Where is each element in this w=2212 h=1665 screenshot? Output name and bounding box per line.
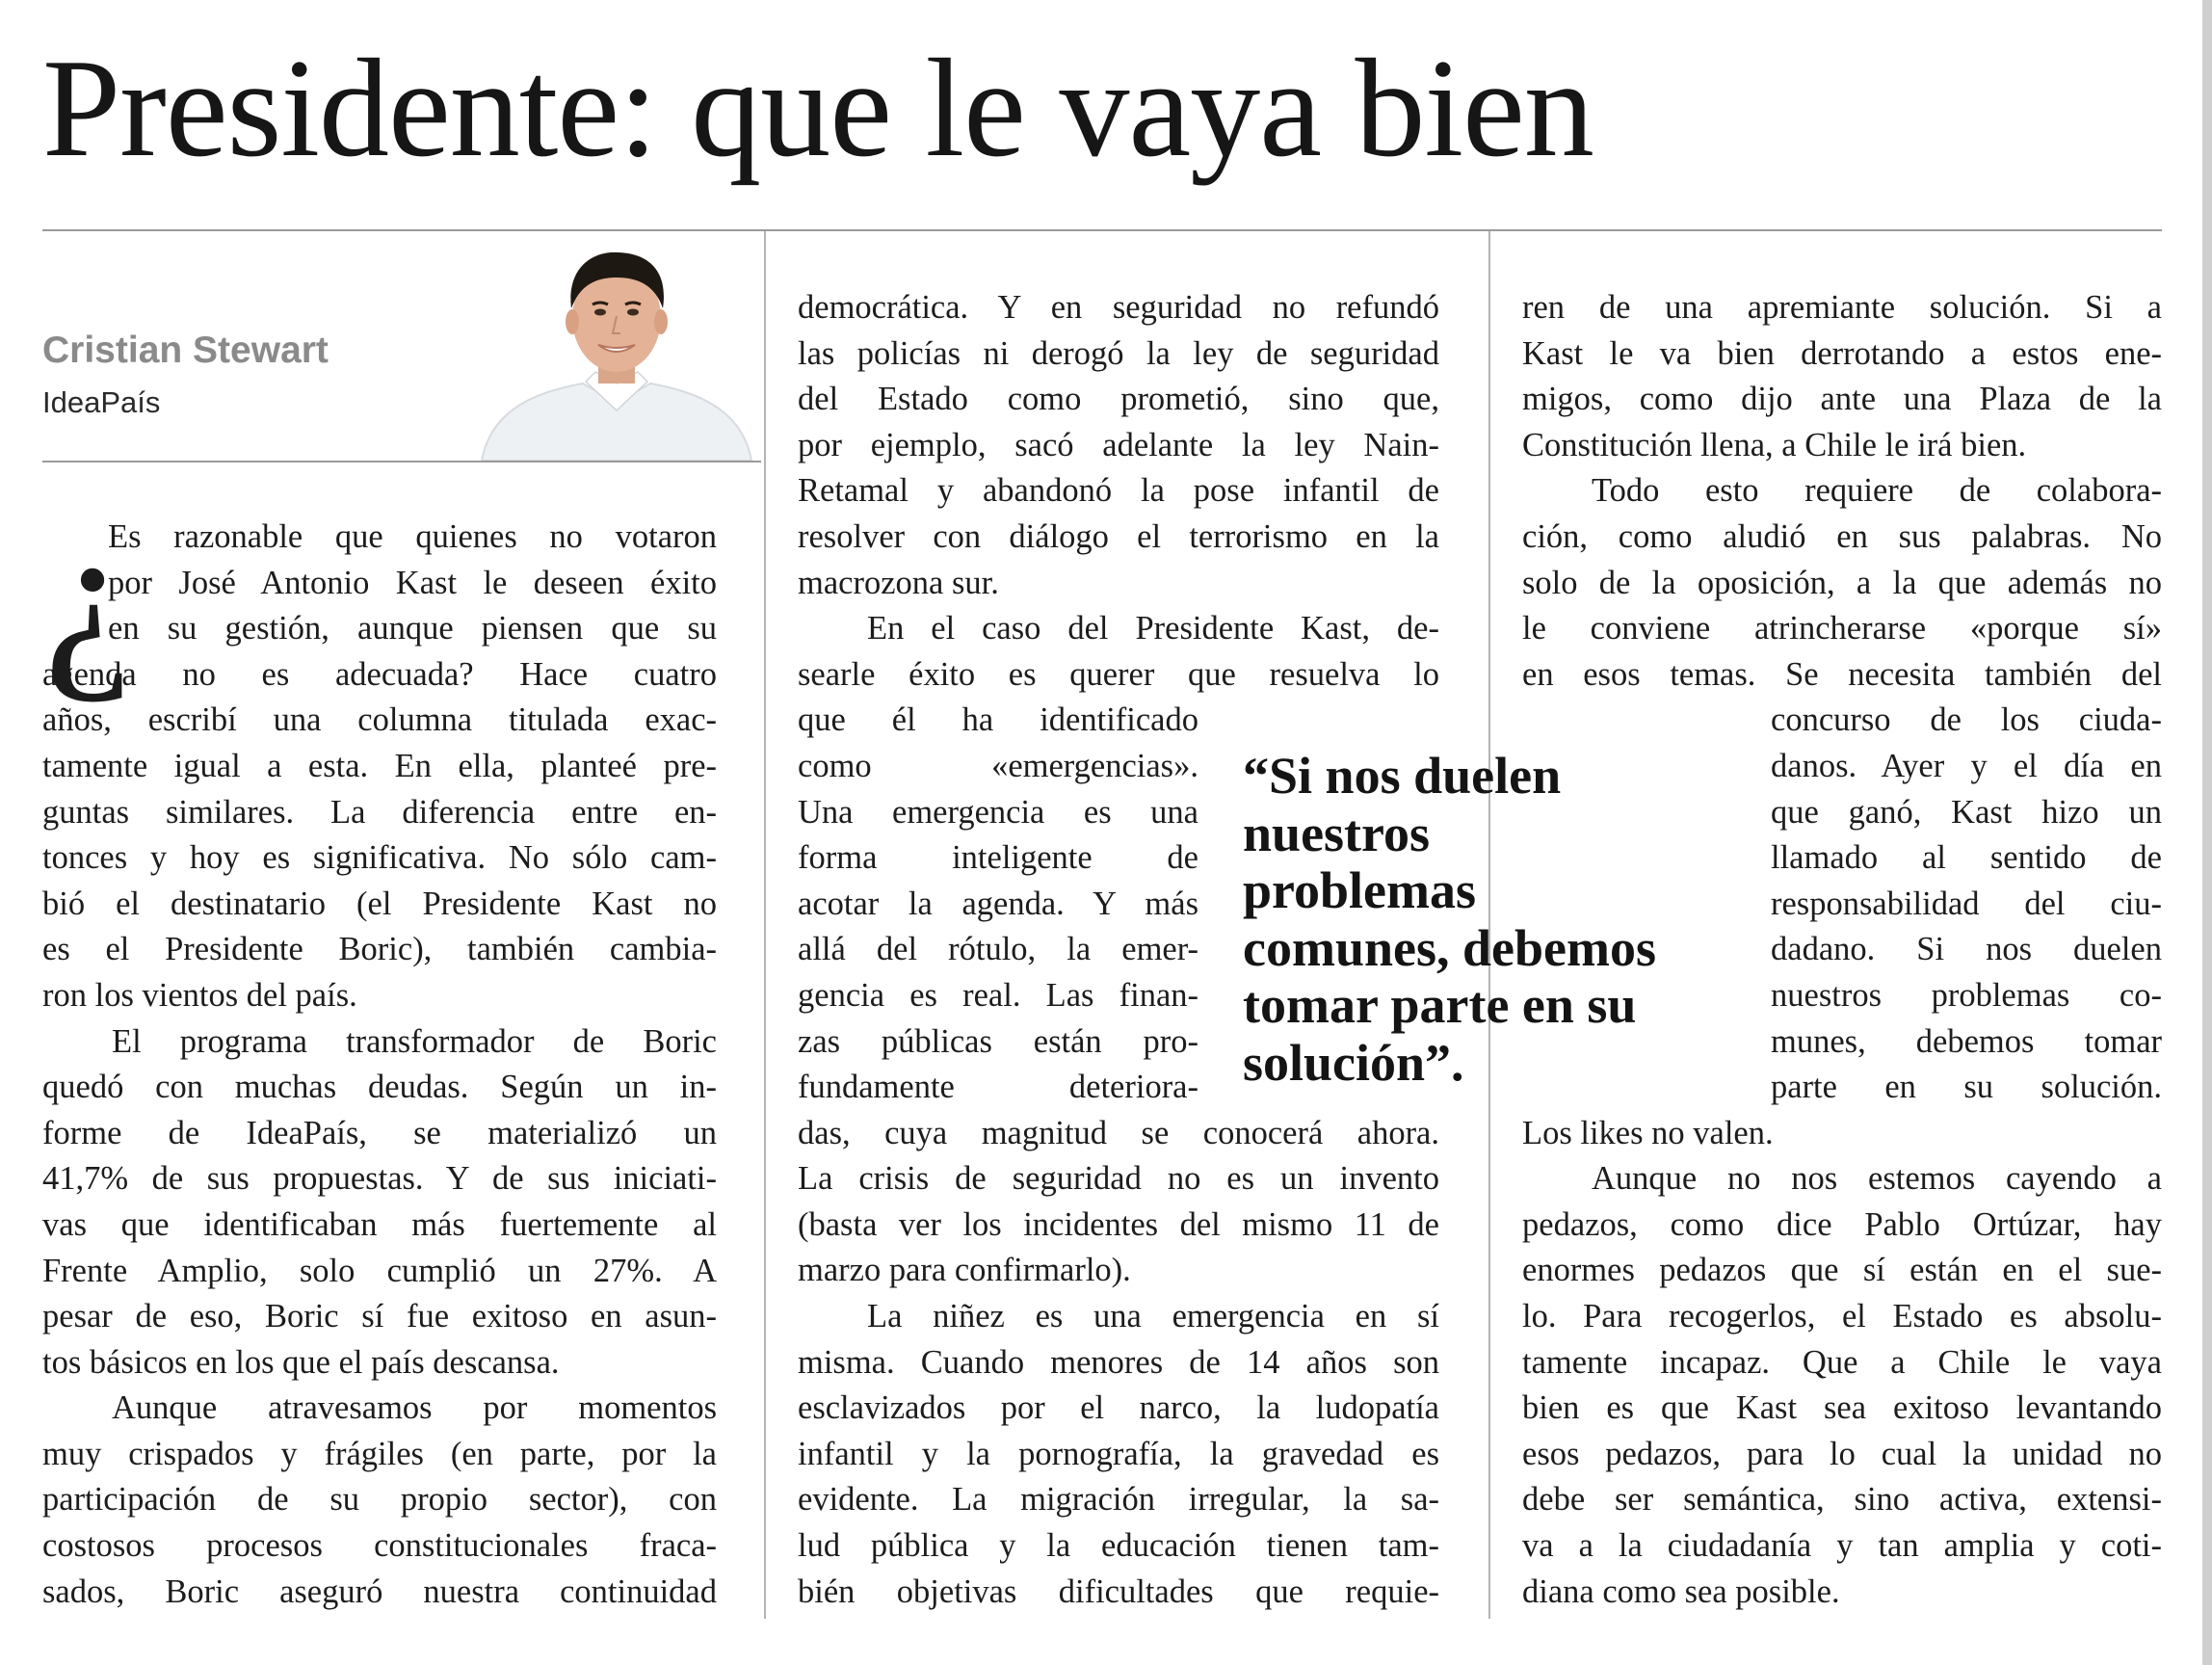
text-line: nuestros problemas co- bbox=[1771, 976, 2162, 1014]
text-line: del Estado como prometió, sino que, bbox=[798, 381, 1439, 418]
text-line: Todo esto requiere de colabora- bbox=[1592, 472, 2162, 510]
text-line: marzo para confirmarlo). bbox=[798, 1252, 1131, 1289]
text-line: vas que identificaban más fuertemente al bbox=[42, 1205, 717, 1243]
text-line: por José Antonio Kast le deseen éxito bbox=[108, 564, 717, 601]
text-line: las policías ni derogó la ley de seguridad bbox=[798, 334, 1439, 372]
page-edge bbox=[2202, 0, 2212, 1665]
text-line: munes, debemos tomar bbox=[1771, 1022, 2162, 1060]
author-organization: IdeaPaís bbox=[42, 385, 161, 419]
text-line: infantil y la pornografía, la gravedad es bbox=[798, 1435, 1439, 1472]
text-line: en esos temas. Se necesita también del bbox=[1522, 655, 2162, 693]
text-line: Constitución llena, a Chile le irá bien. bbox=[1522, 426, 2027, 463]
text-line: llamado al sentido de bbox=[1771, 839, 2162, 877]
text-line: bién objetivas dificultades que requie- bbox=[798, 1572, 1439, 1610]
text-line: por ejemplo, sacó adelante la ley Nain- bbox=[798, 426, 1439, 463]
text-line: La niñez es una emergencia en sí bbox=[867, 1298, 1439, 1335]
text-line: ron los vientos del país. bbox=[42, 976, 357, 1014]
text-line: La crisis de seguridad no es un invento bbox=[798, 1160, 1439, 1198]
text-line: Retamal y abandonó la pose infantil de bbox=[798, 472, 1439, 510]
text-line: lo. Para recogerlos, el Estado es absolu- bbox=[1522, 1298, 2162, 1335]
text-line: como «emergencias». bbox=[798, 747, 1198, 784]
author-portrait bbox=[472, 239, 761, 461]
text-line: Es razonable que quienes no votaron bbox=[108, 518, 717, 555]
text-line: das, cuya magnitud se conocerá ahora. bbox=[798, 1114, 1439, 1151]
text-line: misma. Cuando menores de 14 años son bbox=[798, 1343, 1439, 1381]
text-line: tamente igual a esta. En ella, planteé pre- bbox=[42, 747, 717, 784]
text-line: forma inteligente de bbox=[798, 839, 1198, 877]
text-line: fundamente deteriora- bbox=[798, 1069, 1198, 1106]
text-line: danos. Ayer y el día en bbox=[1771, 747, 2162, 784]
text-line: pedazos, como dice Pablo Ortúzar, hay bbox=[1522, 1205, 2162, 1243]
text-line: responsabilidad del ciu- bbox=[1771, 885, 2162, 922]
text-line: es el Presidente Boric), también cambia- bbox=[42, 931, 717, 968]
text-line: (basta ver los incidentes del mismo 11 de bbox=[798, 1205, 1439, 1243]
text-line: dadano. Si nos duelen bbox=[1771, 931, 2162, 968]
text-line: en su gestión, aunque piensen que su bbox=[108, 610, 717, 648]
author-name: Cristian Stewart bbox=[42, 330, 329, 371]
pull-quote-line: nuestros bbox=[1243, 804, 1431, 862]
text-line: Aunque no nos estemos cayendo a bbox=[1592, 1160, 2162, 1198]
text-line: costosos procesos constitucionales fraca- bbox=[42, 1527, 717, 1565]
text-line: gencia es real. Las finan- bbox=[798, 976, 1198, 1014]
text-line: Los likes no valen. bbox=[1522, 1114, 1774, 1151]
pull-quote-line: “Si nos duelen bbox=[1243, 747, 1562, 805]
text-line: tamente incapaz. Que a Chile le vaya bbox=[1522, 1343, 2162, 1381]
text-line: searle éxito es querer que resuelva lo bbox=[798, 655, 1439, 693]
text-line: migos, como dijo ante una Plaza de la bbox=[1522, 381, 2162, 418]
text-line: quedó con muchas deudas. Según un in- bbox=[42, 1069, 717, 1106]
text-line: Una emergencia es una bbox=[798, 793, 1198, 831]
text-line: va a la ciudadanía y tan amplia y coti- bbox=[1522, 1527, 2162, 1565]
text-line: años, escribí una columna titulada exac- bbox=[42, 701, 717, 739]
pull-quote-line: tomar parte en su bbox=[1243, 976, 1637, 1034]
text-line: tonces y hoy es significativa. No sólo cam- bbox=[42, 839, 717, 877]
text-line: parte en su solución. bbox=[1771, 1069, 2162, 1106]
text-line: sados, Boric aseguró nuestra continuidad bbox=[42, 1572, 717, 1610]
text-line: muy crispados y frágiles (en parte, por la bbox=[42, 1435, 717, 1472]
text-line: ción, como aludió en sus palabras. No bbox=[1522, 517, 2162, 555]
text-line: que ganó, Kast hizo un bbox=[1771, 793, 2162, 831]
headline: Presidente: que le vaya bien bbox=[42, 30, 1593, 186]
drop-cap: ¿ bbox=[44, 486, 132, 704]
article-column-1 bbox=[42, 486, 717, 1615]
text-line: macrozona sur. bbox=[798, 564, 999, 601]
pull-quote bbox=[1243, 748, 1744, 1092]
text-line: le conviene atrincherarse «porque sí» bbox=[1522, 610, 2162, 648]
text-line: esos pedazos, para lo cual la unidad no bbox=[1522, 1435, 2162, 1472]
text-line: ren de una apremiante solución. Si a bbox=[1522, 289, 2162, 326]
text-line: forme de IdeaPaís, se materializó un bbox=[42, 1114, 717, 1151]
text-line: debe ser semántica, sino activa, extensi- bbox=[1522, 1481, 2162, 1519]
text-line: lud pública y la educación tienen tam- bbox=[798, 1527, 1439, 1565]
column-divider-1 bbox=[764, 231, 766, 1619]
text-line: que él ha identificado bbox=[798, 701, 1198, 739]
text-line: agenda no es adecuada? Hace cuatro bbox=[42, 655, 717, 693]
byline-rule bbox=[42, 461, 761, 462]
text-line: concurso de los ciuda- bbox=[1771, 701, 2162, 739]
text-line: solo de la oposición, a la que además no bbox=[1522, 564, 2162, 601]
text-line: diana como sea posible. bbox=[1522, 1572, 1840, 1610]
text-line: 41,7% de sus propuestas. Y de sus iniciati- bbox=[42, 1160, 717, 1198]
text-line: guntas similares. La diferencia entre en- bbox=[42, 793, 717, 831]
text-line: El programa transformador de Boric bbox=[112, 1022, 717, 1060]
text-line: tos básicos en los que el país descansa. bbox=[42, 1343, 560, 1381]
text-line: democrática. Y en seguridad no refundó bbox=[798, 289, 1439, 326]
text-line: resolver con diálogo el terrorismo en la bbox=[798, 517, 1439, 555]
top-rule bbox=[42, 229, 2162, 231]
text-line: pesar de eso, Boric sí fue exitoso en asun- bbox=[42, 1298, 717, 1335]
text-line: esclavizados por el narco, la ludopatía bbox=[798, 1389, 1439, 1427]
text-line: bien es que Kast sea exitoso levantando bbox=[1522, 1389, 2162, 1427]
text-line: enormes pedazos que sí están en el sue- bbox=[1522, 1252, 2162, 1289]
text-line: acotar la agenda. Y más bbox=[798, 885, 1198, 922]
pull-quote-line: problemas bbox=[1243, 861, 1477, 919]
text-line: allá del rótulo, la emer- bbox=[798, 931, 1198, 968]
text-line: bió el destinatario (el Presidente Kast no bbox=[42, 885, 717, 922]
text-line: Frente Amplio, solo cumplió un 27%. A bbox=[42, 1252, 717, 1289]
text-line: zas públicas están pro- bbox=[798, 1022, 1198, 1060]
pull-quote-line: comunes, debemos bbox=[1243, 918, 1656, 977]
text-line: En el caso del Presidente Kast, de- bbox=[867, 610, 1439, 648]
text-line: Aunque atravesamos por momentos bbox=[112, 1389, 717, 1427]
text-line: participación de su propio sector), con bbox=[42, 1481, 717, 1519]
pull-quote-line: solución”. bbox=[1243, 1033, 1464, 1092]
text-line: Kast le va bien derrotando a estos ene- bbox=[1522, 334, 2162, 372]
text-line: evidente. La migración irregular, la sa- bbox=[798, 1481, 1439, 1519]
